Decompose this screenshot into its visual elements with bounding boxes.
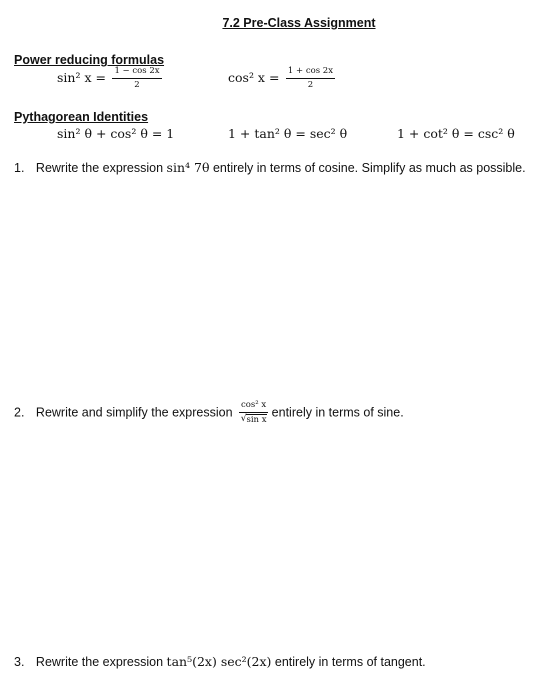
pythagorean-identity-3: 1 + cot² θ = csc² θ [397, 126, 515, 141]
question-1-text-after: entirely in terms of cosine. Simplify as much as possible. [209, 161, 526, 175]
question-2 [14, 400, 404, 425]
square-root-icon: √ [240, 414, 247, 424]
cos-squared-formula [228, 66, 335, 91]
cos-formula-lhs: cos² x = [228, 69, 280, 85]
power-reducing-heading: Power reducing formulas [14, 53, 165, 67]
sin-formula-lhs: sin² x = [57, 69, 106, 85]
sin-formula-numerator: 1 − cos 2x [112, 66, 161, 79]
question-1-text-before: Rewrite the expression [35, 161, 167, 175]
pythagorean-identity-1: sin² θ + cos² θ = 1 [57, 126, 175, 141]
cos-formula-fraction [286, 66, 335, 91]
question-3-text-after: entirely in terms of tangent. [271, 655, 426, 669]
pythagorean-heading: Pythagorean Identities [14, 110, 149, 124]
question-3-expression: tan⁵(2x) sec²(2x) [166, 654, 272, 669]
question-1-number: 1. [14, 161, 25, 175]
question-2-text-after: entirely in terms of sine. [271, 405, 404, 420]
cos-formula-numerator: 1 + cos 2x [286, 66, 335, 79]
question-2-denominator [241, 413, 267, 425]
page-title: 7.2 Pre-Class Assignment [222, 16, 376, 30]
pythagorean-identity-2: 1 + tan² θ = sec² θ [228, 126, 348, 141]
question-3 [14, 654, 426, 669]
question-1 [14, 160, 526, 175]
question-3-number: 3. [14, 655, 25, 669]
question-2-number: 2. [14, 405, 25, 420]
question-1-expression: sin⁴ 7θ [166, 160, 210, 175]
question-2-text-before: Rewrite and simplify the expression [35, 405, 233, 420]
sin-squared-formula [57, 66, 162, 91]
cos-formula-denominator: 2 [307, 80, 314, 90]
question-3-text-before: Rewrite the expression [35, 655, 167, 669]
question-2-numerator: cos² x [239, 400, 268, 413]
sin-formula-fraction [112, 66, 161, 91]
sin-formula-denominator: 2 [134, 80, 140, 90]
question-2-radicand: sin x [246, 415, 267, 425]
question-2-fraction [239, 400, 268, 425]
